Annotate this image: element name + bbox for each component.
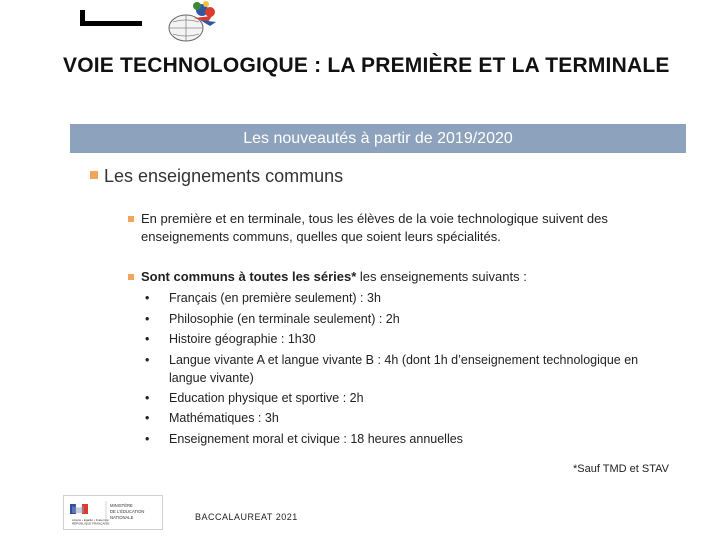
bullet-dot-icon: • [145,332,150,346]
bullet-dot-icon: • [145,390,150,405]
list-item-text: Français (en première seulement) : 3h [169,291,381,305]
list-item [145,289,639,310]
bullet-dot-icon: • [145,291,150,305]
footnote: *Sauf TMD et STAV [573,463,669,475]
subject-list [145,289,639,450]
paragraph-common [128,210,681,246]
svg-text:RÉPUBLIQUE FRANÇAISE: RÉPUBLIQUE FRANÇAISE [72,521,110,526]
paragraph-series-text [141,268,681,286]
ministry-logo [63,495,163,530]
ministry-line: MINISTÈRE [110,503,133,508]
ministry-line: DE L'ÉDUCATION [110,509,145,514]
corner-mark [80,10,142,26]
paragraph-series [128,268,681,286]
list-item-text: Mathématiques : 3h [169,411,279,425]
page-title: VOIE TECHNOLOGIQUE : LA PREMIÈRE ET LA TERMINALE [63,54,670,77]
section-banner [70,124,686,153]
footer-text: BACCALAUREAT 2021 [195,512,298,522]
bullet-square-icon [90,171,98,179]
banner-text: Les nouveautés à partir de 2019/2020 [243,130,513,147]
heading-text: Les enseignements communs [104,166,344,186]
list-item-text: Enseignement moral et civique : 18 heures annuelles [169,431,463,446]
list-item [145,351,639,389]
bullet-dot-icon: • [145,352,150,367]
list-item [145,330,639,351]
list-item-text: Philosophie (en terminale seulement) : 2h [169,311,400,326]
bullet-square-icon [128,274,134,280]
paragraph-series-bold: Sont communs à toutes les séries* [141,269,357,284]
paragraph-common-text: En première et en terminale, tous les élèves de la voie technologique suivent des enseignements communs, quelles que soient leurs spécialités. [141,211,608,244]
ministry-line: NATIONALE [110,515,134,520]
section-heading [90,166,343,187]
svg-text:Liberté • Égalité • Fraternité: Liberté • Égalité • Fraternité [72,518,109,522]
paragraph-series-rest: les enseignements suivants : [356,269,527,284]
list-item-text: Histoire géographie : 1h30 [169,332,316,346]
bullet-dot-icon: • [145,411,150,425]
list-item-text: Education physique et sportive : 2h [169,390,364,405]
bullet-square-icon [128,216,134,222]
academy-logo [164,0,222,46]
list-item [145,409,639,430]
list-item [145,389,639,410]
bullet-dot-icon: • [145,311,150,326]
list-item [145,310,639,331]
list-item-text: Langue vivante A et langue vivante B : 4h (dont 1h d’enseignement technologique en langue vivante) [169,352,639,385]
list-item [145,430,639,451]
bullet-dot-icon: • [145,431,150,446]
